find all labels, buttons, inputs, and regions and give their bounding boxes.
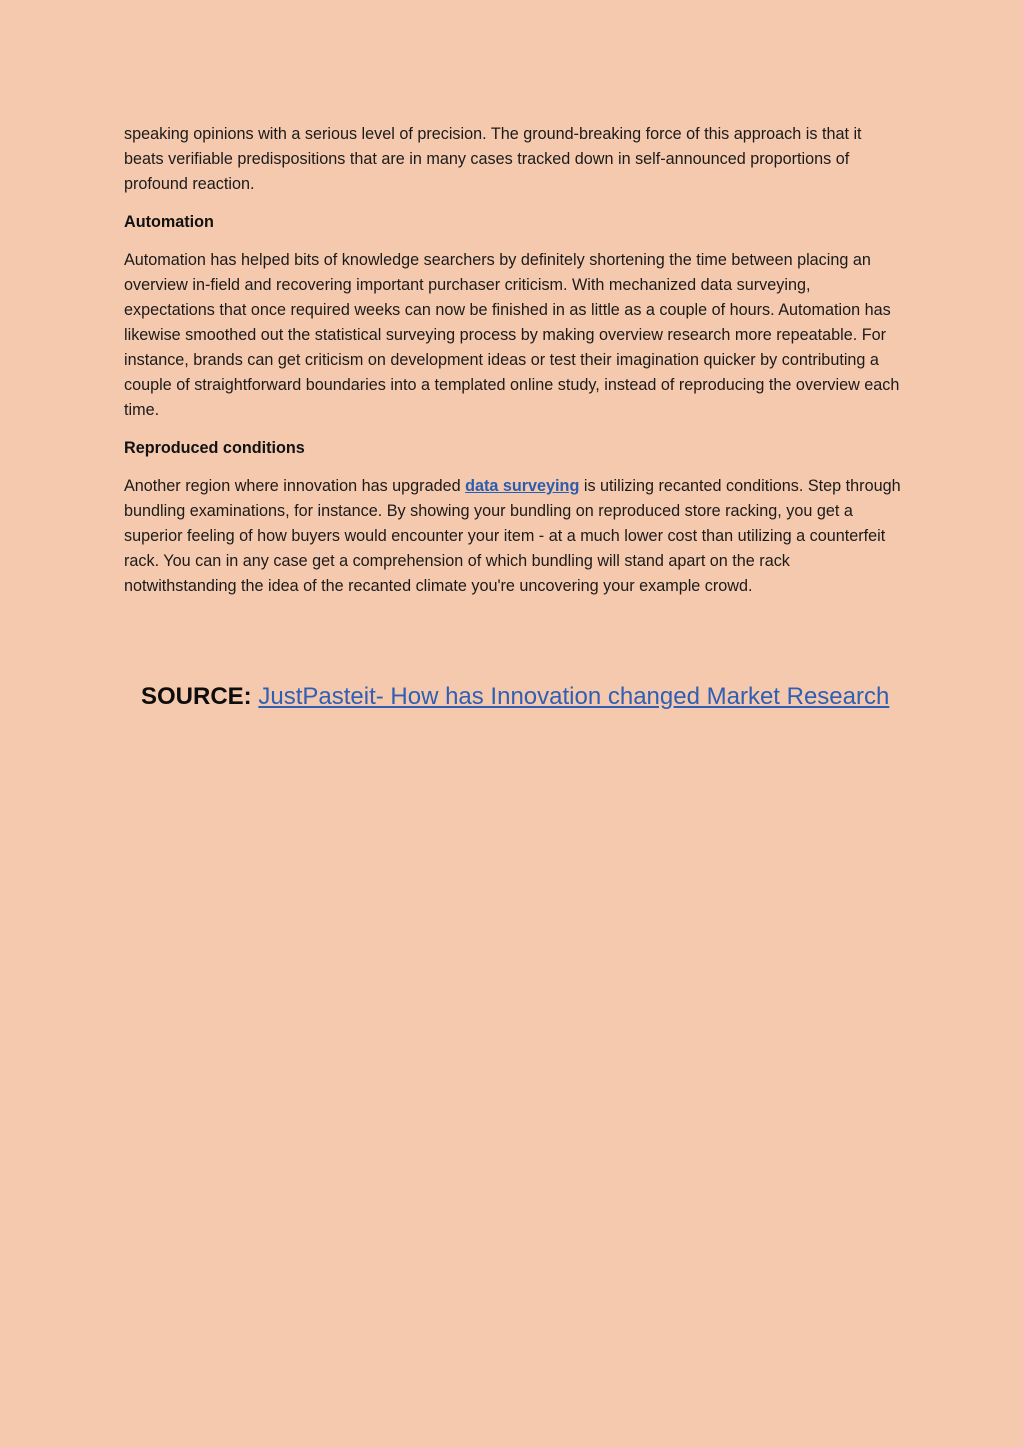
source-line <box>141 680 921 714</box>
automation-paragraph: Automation has helped bits of knowledge searchers by definitely shortening the time between placing an overview in-field and recovering important purchaser criticism. With mechanized data surveying, expectations that once required weeks can now be finished in as little as a couple of hours. Automation has likewise smoothed out the statistical surveying process by making overview research more repeatable. For instance, brands can get criticism on development ideas or test their imagination quicker by contributing a couple of straightforward boundaries into a templated online study, instead of reproducing the overview each time. <box>124 251 900 419</box>
data-surveying-link[interactable]: data surveying <box>465 477 580 495</box>
source-link[interactable]: JustPasteit- How has Innovation changed Market Research <box>258 683 890 710</box>
source-label: SOURCE: <box>141 683 252 710</box>
reproduced-conditions-heading: Reproduced conditions <box>124 439 305 457</box>
document-body <box>124 122 904 599</box>
intro-paragraph: speaking opinions with a serious level of precision. The ground-breaking force of this approach is that it beats verifiable predispositions that are in many cases tracked down in self-announced proportions of profound reaction. <box>124 125 862 193</box>
automation-heading: Automation <box>124 213 214 231</box>
paragraph-text-before-link: Another region where innovation has upgraded <box>124 477 466 495</box>
paragraph-text-after-link: is utilizing recanted conditions. Step through bundling examinations, for instance. By showing your bundling on reproduced store racking, you get a superior feeling of how buyers would encounter your item - at a much lower cost than utilizing a counterfeit rack. You can in any case get a comprehension of which bundling will stand apart on the rack notwithstanding the idea of the recanted climate you're uncovering your example crowd. <box>124 477 901 595</box>
reproduced-conditions-paragraph <box>124 474 904 599</box>
